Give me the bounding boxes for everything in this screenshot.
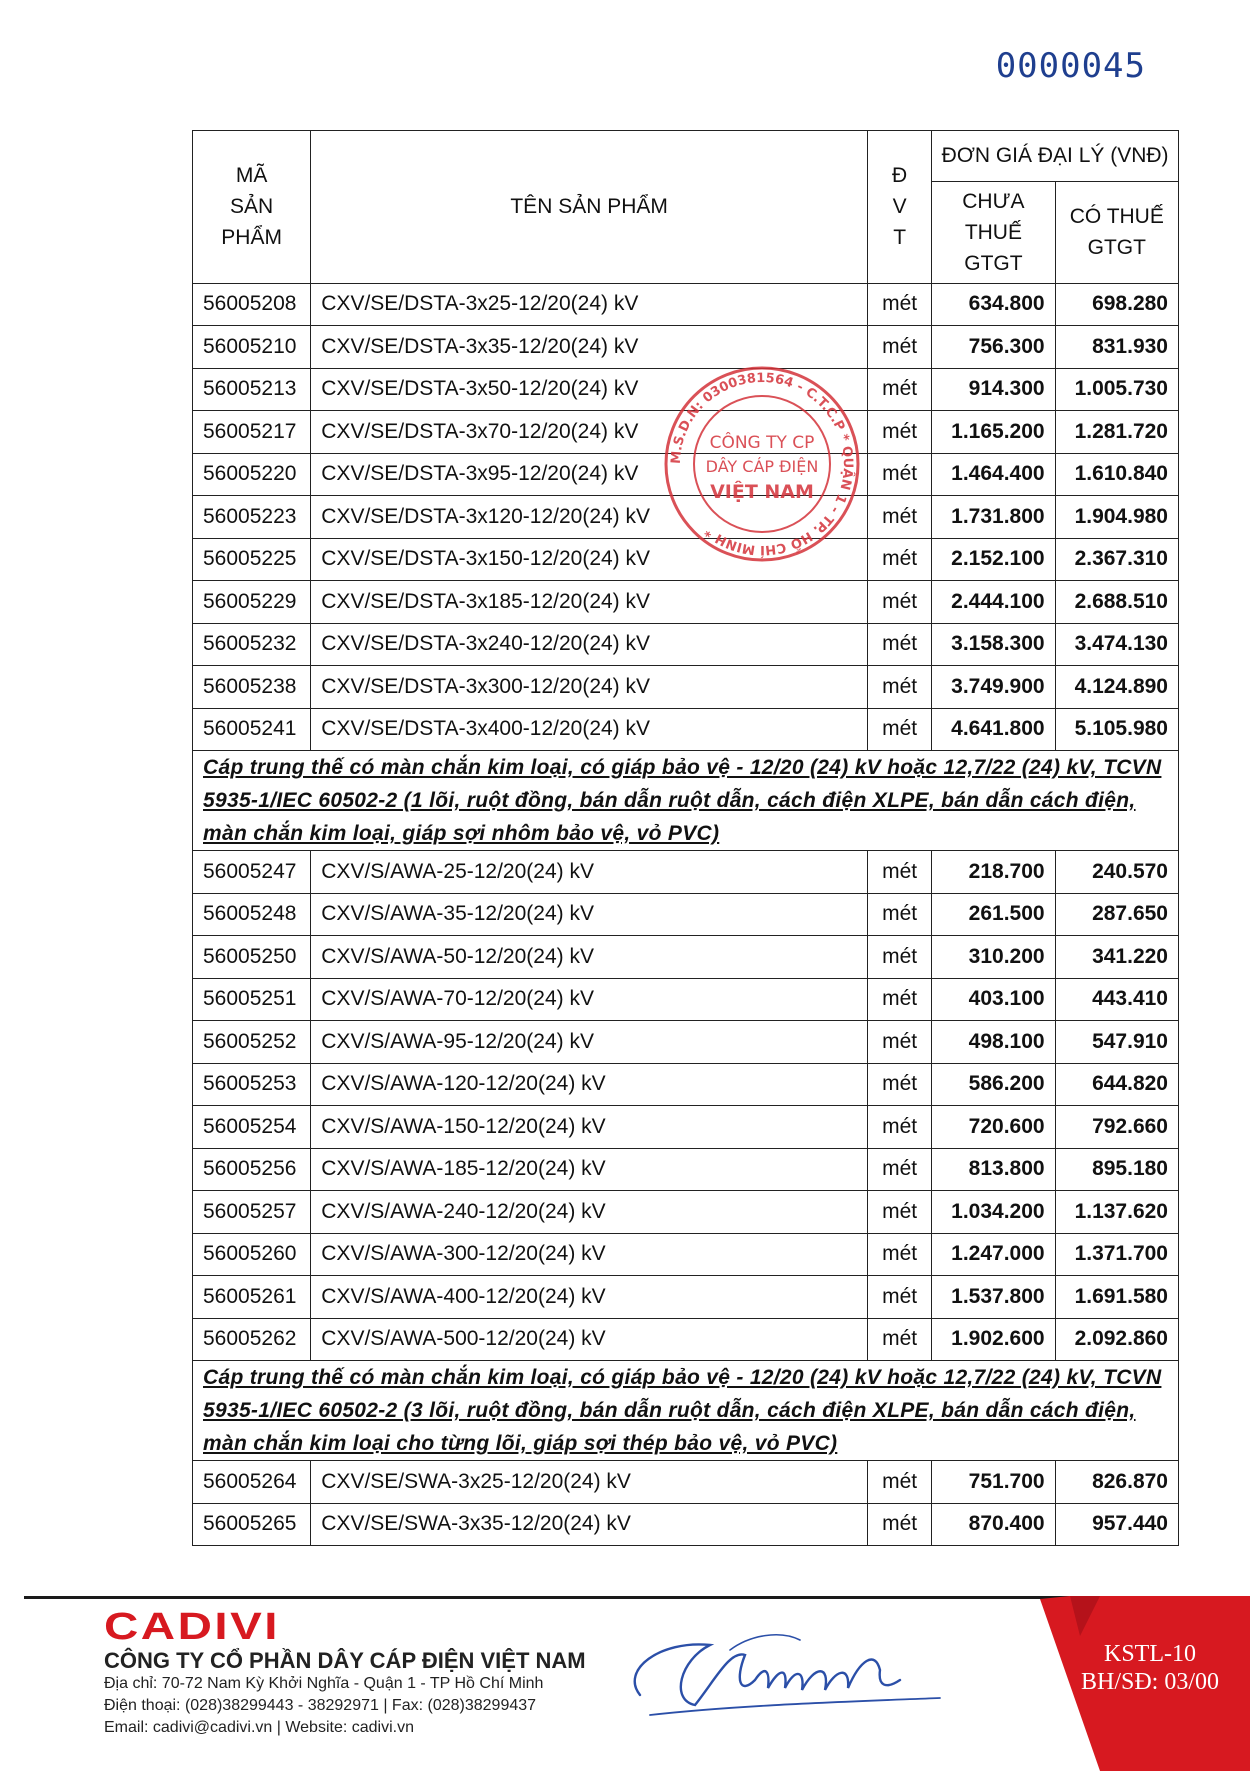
header-product-name: TÊN SẢN PHẨM [311,131,868,284]
price-with-tax-cell: 341.220 [1055,936,1178,979]
price-before-tax-cell: 634.800 [932,283,1055,326]
table-row [193,283,1179,326]
unit-cell: mét [867,1021,931,1064]
form-revision: BH/SĐ: 03/00 [1080,1669,1220,1695]
price-before-tax-cell: 3.158.300 [932,623,1055,666]
price-before-tax-cell: 2.444.100 [932,581,1055,624]
form-code: KSTL-10 [1104,1641,1196,1667]
product-code-cell: 56005220 [193,453,311,496]
price-with-tax-cell: 1.137.620 [1055,1191,1178,1234]
header-unit: Đ V T [867,131,931,284]
price-before-tax-cell: 1.731.800 [932,496,1055,539]
unit-cell: mét [867,978,931,1021]
price-with-tax-cell: 1.371.700 [1055,1233,1178,1276]
price-before-tax-cell: 756.300 [932,326,1055,369]
price-with-tax-cell: 287.650 [1055,893,1178,936]
unit-cell: mét [867,368,931,411]
price-with-tax-cell: 831.930 [1055,326,1178,369]
footer-company-name: CÔNG TY CỔ PHẦN DÂY CÁP ĐIỆN VIỆT NAM [104,1648,586,1673]
product-name-cell: CXV/S/AWA-35-12/20(24) kV [311,893,868,936]
price-before-tax-cell: 1.247.000 [932,1233,1055,1276]
price-with-tax-cell: 5.105.980 [1055,708,1178,751]
unit-cell: mét [867,623,931,666]
unit-cell: mét [867,1461,931,1504]
price-with-tax-cell: 1.904.980 [1055,496,1178,539]
unit-cell: mét [867,1191,931,1234]
table-row [193,1063,1179,1106]
price-with-tax-cell: 957.440 [1055,1503,1178,1546]
signature [620,1610,960,1720]
price-with-tax-cell: 2.367.310 [1055,538,1178,581]
unit-cell: mét [867,1063,931,1106]
table-row [193,708,1179,751]
unit-cell: mét [867,936,931,979]
header-price-before-tax: CHƯA THUẾ GTGT [932,181,1055,283]
footer-email: Email: cadivi@cadivi.vn | Website: cadivi.vn [104,1719,414,1736]
price-with-tax-cell: 792.660 [1055,1106,1178,1149]
product-code-cell: 56005248 [193,893,311,936]
product-name-cell: CXV/SE/DSTA-3x50-12/20(24) kV [311,368,868,411]
footer-address: Địa chỉ: 70-72 Nam Kỳ Khởi Nghĩa - Quận 1 - TP Hồ Chí Minh [104,1675,544,1692]
footer-phone: Điện thoại: (028)38299443 - 38292971 | Fax: (028)38299437 [104,1697,537,1714]
stamp-outer-text: M.S.D.N: 0300381564 - C.T.C.P * QUẬN 1 - TP. HỒ CHÍ MINH * [668,370,856,558]
price-with-tax-cell: 547.910 [1055,1021,1178,1064]
product-name-cell: CXV/SE/DSTA-3x35-12/20(24) kV [311,326,868,369]
table-row [193,1233,1179,1276]
product-name-cell: CXV/SE/DSTA-3x185-12/20(24) kV [311,581,868,624]
price-before-tax-cell: 403.100 [932,978,1055,1021]
price-with-tax-cell: 698.280 [1055,283,1178,326]
product-name-cell: CXV/S/AWA-500-12/20(24) kV [311,1318,868,1361]
table-row [193,1461,1179,1504]
stamp-line-3: VIỆT NAM [710,481,814,503]
product-name-cell: CXV/S/AWA-150-12/20(24) kV [311,1106,868,1149]
table-row [193,666,1179,709]
unit-cell: mét [867,1148,931,1191]
table-row [193,893,1179,936]
product-name-cell: CXV/SE/DSTA-3x95-12/20(24) kV [311,453,868,496]
table-row [193,978,1179,1021]
product-code-cell: 56005229 [193,581,311,624]
table-row [193,1148,1179,1191]
product-code-cell: 56005261 [193,1276,311,1319]
price-before-tax-cell: 720.600 [932,1106,1055,1149]
price-before-tax-cell: 914.300 [932,368,1055,411]
table-row [193,496,1179,539]
price-with-tax-cell: 826.870 [1055,1461,1178,1504]
price-before-tax-cell: 261.500 [932,893,1055,936]
cadivi-logo: CADIVI [104,1606,280,1648]
product-name-cell: CXV/SE/DSTA-3x150-12/20(24) kV [311,538,868,581]
unit-cell: mét [867,1276,931,1319]
price-with-tax-cell: 2.688.510 [1055,581,1178,624]
product-code-cell: 56005241 [193,708,311,751]
unit-cell: mét [867,893,931,936]
price-table [192,130,1179,1546]
section-row [193,1361,1179,1461]
product-code-cell: 56005252 [193,1021,311,1064]
price-before-tax-cell: 1.034.200 [932,1191,1055,1234]
price-with-tax-cell: 4.124.890 [1055,666,1178,709]
product-code-cell: 56005254 [193,1106,311,1149]
price-with-tax-cell: 443.410 [1055,978,1178,1021]
table-row [193,1191,1179,1234]
price-before-tax-cell: 1.902.600 [932,1318,1055,1361]
header-price-with-tax: CÓ THUẾ GTGT [1055,181,1178,283]
unit-cell: mét [867,1233,931,1276]
unit-cell: mét [867,1106,931,1149]
product-name-cell: CXV/SE/DSTA-3x300-12/20(24) kV [311,666,868,709]
table-row [193,581,1179,624]
product-name-cell: CXV/S/AWA-185-12/20(24) kV [311,1148,868,1191]
price-before-tax-cell: 1.537.800 [932,1276,1055,1319]
product-code-cell: 56005208 [193,283,311,326]
product-name-cell: CXV/SE/DSTA-3x70-12/20(24) kV [311,411,868,454]
price-before-tax-cell: 3.749.900 [932,666,1055,709]
product-code-cell: 56005250 [193,936,311,979]
price-before-tax-cell: 4.641.800 [932,708,1055,751]
price-with-tax-cell: 644.820 [1055,1063,1178,1106]
unit-cell: mét [867,1503,931,1546]
unit-cell: mét [867,411,931,454]
product-code-cell: 56005253 [193,1063,311,1106]
price-with-tax-cell: 1.281.720 [1055,411,1178,454]
unit-cell: mét [867,283,931,326]
table-row [193,453,1179,496]
table-row [193,1106,1179,1149]
product-name-cell: CXV/S/AWA-300-12/20(24) kV [311,1233,868,1276]
product-code-cell: 56005257 [193,1191,311,1234]
product-code-cell: 56005238 [193,666,311,709]
header-dealer-price: ĐƠN GIÁ ĐẠI LÝ (VNĐ) [932,131,1179,182]
price-before-tax-cell: 310.200 [932,936,1055,979]
section-title: Cáp trung thế có màn chắn kim loại, có giáp bảo vệ - 12/20 (24) kV hoặc 12,7/22 (24) kV, TCVN 5935-1/IEC 60502-2 (3 lõi, ruột đồng, bán dẫn ruột dẫn, cách điện XLPE, bán dẫn cách điện, màn chắn kim loại cho từng lõi, giáp sợi thép bảo vệ, vỏ PVC) [193,1361,1179,1461]
unit-cell: mét [867,453,931,496]
price-with-tax-cell: 1.610.840 [1055,453,1178,496]
table-row [193,326,1179,369]
unit-cell: mét [867,851,931,894]
product-name-cell: CXV/SE/SWA-3x25-12/20(24) kV [311,1461,868,1504]
unit-cell: mét [867,581,931,624]
stamp-line-1: CÔNG TY CP [709,433,815,453]
product-name-cell: CXV/SE/DSTA-3x25-12/20(24) kV [311,283,868,326]
product-code-cell: 56005265 [193,1503,311,1546]
price-with-tax-cell: 3.474.130 [1055,623,1178,666]
product-name-cell: CXV/S/AWA-95-12/20(24) kV [311,1021,868,1064]
product-code-cell: 56005232 [193,623,311,666]
price-before-tax-cell: 751.700 [932,1461,1055,1504]
unit-cell: mét [867,538,931,581]
table-row [193,411,1179,454]
product-name-cell: CXV/S/AWA-120-12/20(24) kV [311,1063,868,1106]
product-name-cell: CXV/S/AWA-240-12/20(24) kV [311,1191,868,1234]
unit-cell: mét [867,496,931,539]
stamp-line-2: DÂY CÁP ĐIỆN [705,457,819,476]
price-before-tax-cell: 218.700 [932,851,1055,894]
section-row [193,751,1179,851]
price-before-tax-cell: 498.100 [932,1021,1055,1064]
price-before-tax-cell: 586.200 [932,1063,1055,1106]
price-before-tax-cell: 1.464.400 [932,453,1055,496]
document-serial-number: 0000045 [995,46,1146,86]
unit-cell: mét [867,708,931,751]
product-code-cell: 56005262 [193,1318,311,1361]
header-product-code: MÃ SẢN PHẨM [193,131,311,284]
product-code-cell: 56005256 [193,1148,311,1191]
product-name-cell: CXV/SE/SWA-3x35-12/20(24) kV [311,1503,868,1546]
price-before-tax-cell: 1.165.200 [932,411,1055,454]
price-with-tax-cell: 240.570 [1055,851,1178,894]
product-name-cell: CXV/SE/DSTA-3x400-12/20(24) kV [311,708,868,751]
table-row [193,1021,1179,1064]
product-name-cell: CXV/S/AWA-50-12/20(24) kV [311,936,868,979]
table-row [193,538,1179,581]
product-code-cell: 56005223 [193,496,311,539]
unit-cell: mét [867,326,931,369]
product-name-cell: CXV/SE/DSTA-3x240-12/20(24) kV [311,623,868,666]
table-row [193,851,1179,894]
price-before-tax-cell: 813.800 [932,1148,1055,1191]
product-name-cell: CXV/S/AWA-400-12/20(24) kV [311,1276,868,1319]
product-code-cell: 56005210 [193,326,311,369]
product-code-cell: 56005251 [193,978,311,1021]
price-table-body [193,283,1179,1546]
product-code-cell: 56005217 [193,411,311,454]
product-name-cell: CXV/SE/DSTA-3x120-12/20(24) kV [311,496,868,539]
form-code-block [1060,1640,1240,1696]
unit-cell: mét [867,666,931,709]
product-name-cell: CXV/S/AWA-25-12/20(24) kV [311,851,868,894]
price-before-tax-cell: 870.400 [932,1503,1055,1546]
unit-cell: mét [867,1318,931,1361]
price-before-tax-cell: 2.152.100 [932,538,1055,581]
product-code-cell: 56005213 [193,368,311,411]
table-row [193,1276,1179,1319]
table-row [193,1318,1179,1361]
price-with-tax-cell: 1.005.730 [1055,368,1178,411]
section-title: Cáp trung thế có màn chắn kim loại, có giáp bảo vệ - 12/20 (24) kV hoặc 12,7/22 (24) kV, TCVN 5935-1/IEC 60502-2 (1 lõi, ruột đồng, bán dẫn ruột dẫn, cách điện XLPE, bán dẫn cách điện, màn chắn kim loại, giáp sợi nhôm bảo vệ, vỏ PVC) [193,751,1179,851]
table-row [193,936,1179,979]
table-row [193,368,1179,411]
table-row [193,623,1179,666]
table-row [193,1503,1179,1546]
product-code-cell: 56005225 [193,538,311,581]
product-code-cell: 56005260 [193,1233,311,1276]
footer-divider [24,1596,1074,1599]
product-name-cell: CXV/S/AWA-70-12/20(24) kV [311,978,868,1021]
price-with-tax-cell: 895.180 [1055,1148,1178,1191]
product-code-cell: 56005264 [193,1461,311,1504]
price-with-tax-cell: 1.691.580 [1055,1276,1178,1319]
price-with-tax-cell: 2.092.860 [1055,1318,1178,1361]
product-code-cell: 56005247 [193,851,311,894]
